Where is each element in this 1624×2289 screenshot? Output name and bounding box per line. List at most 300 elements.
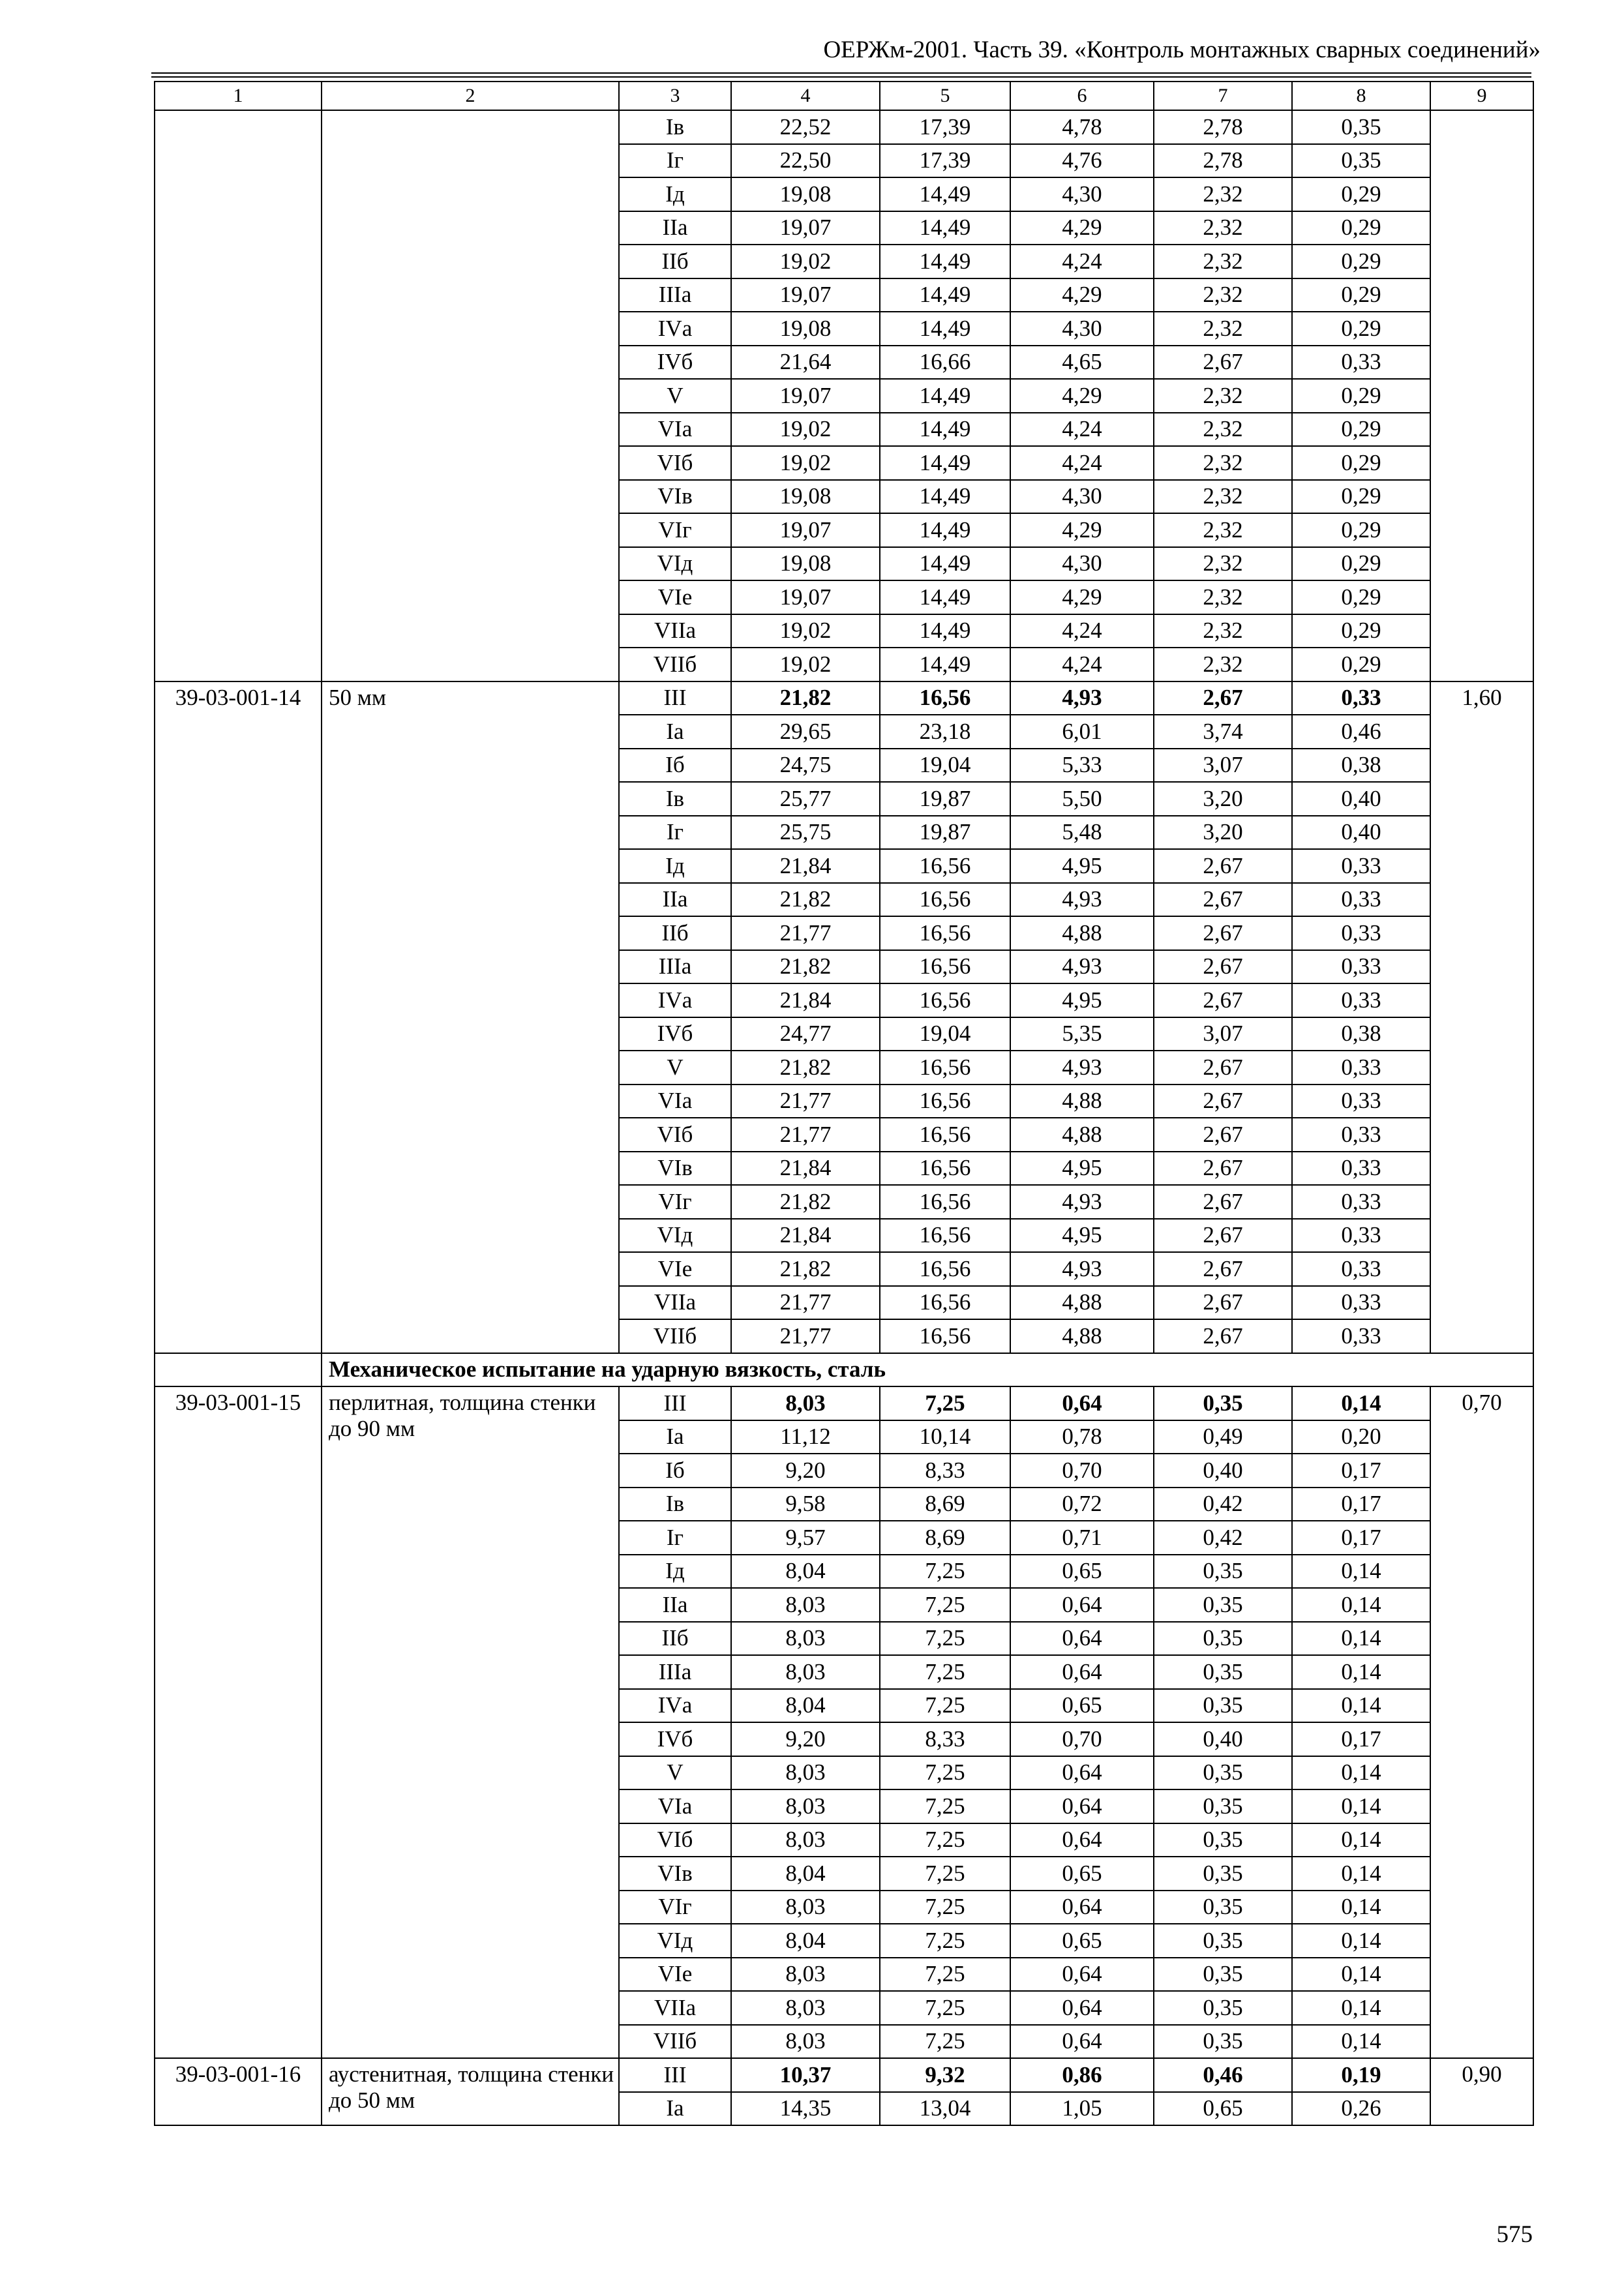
value-cell: 0,33 [1292, 1219, 1430, 1253]
column-number: 8 [1292, 82, 1430, 110]
value-cell: 2,32 [1154, 177, 1292, 211]
section-heading: Механическое испытание на ударную вязкость, сталь [322, 1353, 1533, 1387]
value-cell: 0,64 [1010, 1991, 1154, 2025]
value-cell: 5,50 [1010, 782, 1154, 816]
zone-cell: IVб [619, 1722, 731, 1756]
value-cell: 5,33 [1010, 749, 1154, 783]
value-cell: 22,50 [731, 144, 880, 178]
zone-cell: IVб [619, 1017, 731, 1051]
value-cell: 0,35 [1154, 1823, 1292, 1857]
column-number: 1 [155, 82, 322, 110]
value-cell: 7,25 [880, 1991, 1010, 2025]
value-cell: 0,35 [1154, 1622, 1292, 1656]
value-cell: 2,32 [1154, 446, 1292, 480]
value-cell: 8,03 [731, 1622, 880, 1656]
zone-cell: Iд [619, 849, 731, 883]
zone-cell: IVа [619, 1689, 731, 1723]
zone-cell: Iа [619, 2092, 731, 2126]
value-cell: 0,33 [1292, 849, 1430, 883]
value-cell: 0,29 [1292, 245, 1430, 278]
zone-cell: VIIб [619, 648, 731, 681]
value-cell: 8,04 [731, 1689, 880, 1723]
value-cell: 14,49 [880, 245, 1010, 278]
value-cell: 2,67 [1154, 1319, 1292, 1353]
value-cell: 14,49 [880, 513, 1010, 547]
value-cell: 2,67 [1154, 950, 1292, 984]
value-cell: 19,87 [880, 782, 1010, 816]
value-cell: 8,04 [731, 1924, 880, 1958]
table-body [155, 82, 1533, 2125]
value-cell: 2,32 [1154, 547, 1292, 581]
value-cell: 7,25 [880, 1789, 1010, 1823]
value-cell: 0,33 [1292, 1051, 1430, 1085]
zone-cell: VIд [619, 1924, 731, 1958]
value-cell: 16,56 [880, 1219, 1010, 1253]
value-cell: 8,03 [731, 1891, 880, 1924]
value-cell: 4,30 [1010, 547, 1154, 581]
norm-value: 0,70 [1430, 1386, 1533, 2058]
zone-cell: VIг [619, 1185, 731, 1219]
zone-cell: VIа [619, 1085, 731, 1118]
value-cell: 0,17 [1292, 1521, 1430, 1555]
value-cell: 0,14 [1292, 1588, 1430, 1622]
value-cell: 7,25 [880, 1857, 1010, 1891]
value-cell: 4,24 [1010, 614, 1154, 648]
value-cell: 0,46 [1154, 2058, 1292, 2092]
value-cell: 0,72 [1010, 1488, 1154, 1521]
value-cell: 0,14 [1292, 1823, 1430, 1857]
value-cell: 19,07 [731, 211, 880, 245]
value-cell: 7,25 [880, 1386, 1010, 1420]
value-cell: 4,30 [1010, 177, 1154, 211]
value-cell: 0,29 [1292, 614, 1430, 648]
value-cell: 0,38 [1292, 1017, 1430, 1051]
zone-cell: VIг [619, 1891, 731, 1924]
value-cell: 0,64 [1010, 1958, 1154, 1992]
value-cell: 0,29 [1292, 379, 1430, 413]
value-cell: 0,78 [1010, 1420, 1154, 1454]
value-cell: 7,25 [880, 1891, 1010, 1924]
value-cell: 14,49 [880, 480, 1010, 514]
value-cell: 14,35 [731, 2092, 880, 2126]
value-cell: 7,25 [880, 1588, 1010, 1622]
rate-description [322, 110, 619, 681]
value-cell: 8,03 [731, 1823, 880, 1857]
value-cell: 0,17 [1292, 1454, 1430, 1488]
rate-description: аустенитная, толщина стенки до 50 мм [322, 2058, 619, 2125]
value-cell: 2,32 [1154, 480, 1292, 514]
value-cell: 19,04 [880, 749, 1010, 783]
value-cell: 14,49 [880, 580, 1010, 614]
value-cell: 0,14 [1292, 1622, 1430, 1656]
value-cell: 0,35 [1154, 1924, 1292, 1958]
zone-cell: Iа [619, 1420, 731, 1454]
section-heading-row [155, 1353, 1533, 1387]
zone-cell: VIб [619, 1118, 731, 1152]
value-cell: 0,14 [1292, 1924, 1430, 1958]
value-cell: 0,35 [1154, 1588, 1292, 1622]
zone-cell: IIа [619, 211, 731, 245]
value-cell: 10,14 [880, 1420, 1010, 1454]
value-cell: 4,30 [1010, 480, 1154, 514]
zone-cell: IIIа [619, 278, 731, 312]
value-cell: 0,64 [1010, 1756, 1154, 1790]
value-cell: 19,08 [731, 547, 880, 581]
value-cell: 21,77 [731, 1085, 880, 1118]
value-cell: 17,39 [880, 144, 1010, 178]
value-cell: 19,04 [880, 1017, 1010, 1051]
value-cell: 2,67 [1154, 916, 1292, 950]
value-cell: 2,67 [1154, 1051, 1292, 1085]
value-cell: 14,49 [880, 211, 1010, 245]
norm-value [1430, 110, 1533, 681]
zone-cell: Iб [619, 749, 731, 783]
value-cell: 0,29 [1292, 446, 1430, 480]
value-cell: 8,03 [731, 1756, 880, 1790]
value-cell: 4,24 [1010, 413, 1154, 447]
value-cell: 0,33 [1292, 983, 1430, 1017]
value-cell: 8,03 [731, 1789, 880, 1823]
value-cell: 19,87 [880, 816, 1010, 850]
value-cell: 2,32 [1154, 211, 1292, 245]
value-cell: 16,56 [880, 950, 1010, 984]
value-cell: 3,20 [1154, 782, 1292, 816]
value-cell: 10,37 [731, 2058, 880, 2092]
value-cell: 0,29 [1292, 278, 1430, 312]
column-number: 6 [1010, 82, 1154, 110]
value-cell: 0,38 [1292, 749, 1430, 783]
section-code-cell [155, 1353, 322, 1387]
value-cell: 0,40 [1292, 782, 1430, 816]
value-cell: 0,14 [1292, 1689, 1430, 1723]
value-cell: 2,32 [1154, 278, 1292, 312]
value-cell: 4,88 [1010, 916, 1154, 950]
value-cell: 6,01 [1010, 715, 1154, 749]
value-cell: 0,35 [1292, 144, 1430, 178]
value-cell: 2,67 [1154, 883, 1292, 917]
value-cell: 4,24 [1010, 648, 1154, 681]
value-cell: 0,35 [1154, 1958, 1292, 1992]
value-cell: 14,49 [880, 446, 1010, 480]
zone-cell: VIд [619, 547, 731, 581]
rate-description: 50 мм [322, 681, 619, 1353]
zone-cell: IIIа [619, 1655, 731, 1689]
value-cell: 19,02 [731, 413, 880, 447]
value-cell: 24,77 [731, 1017, 880, 1051]
value-cell: 21,82 [731, 1185, 880, 1219]
value-cell: 2,67 [1154, 681, 1292, 715]
value-cell: 0,70 [1010, 1722, 1154, 1756]
value-cell: 9,20 [731, 1454, 880, 1488]
value-cell: 2,67 [1154, 1252, 1292, 1286]
zone-cell: VIд [619, 1219, 731, 1253]
value-cell: 4,95 [1010, 1152, 1154, 1186]
zone-cell: V [619, 1051, 731, 1085]
value-cell: 4,24 [1010, 446, 1154, 480]
value-cell: 21,82 [731, 883, 880, 917]
value-cell: 0,17 [1292, 1722, 1430, 1756]
value-cell: 16,56 [880, 1152, 1010, 1186]
value-cell: 0,65 [1154, 2092, 1292, 2126]
value-cell: 8,33 [880, 1722, 1010, 1756]
value-cell: 0,64 [1010, 2025, 1154, 2059]
value-cell: 0,29 [1292, 513, 1430, 547]
table-row [155, 110, 1533, 144]
value-cell: 0,33 [1292, 1152, 1430, 1186]
value-cell: 16,56 [880, 883, 1010, 917]
value-cell: 2,32 [1154, 614, 1292, 648]
value-cell: 21,82 [731, 1051, 880, 1085]
value-cell: 0,33 [1292, 883, 1430, 917]
value-cell: 0,86 [1010, 2058, 1154, 2092]
zone-cell: VIIа [619, 1991, 731, 2025]
value-cell: 0,70 [1010, 1454, 1154, 1488]
zone-cell: VIа [619, 1789, 731, 1823]
value-cell: 0,49 [1154, 1420, 1292, 1454]
value-cell: 2,32 [1154, 580, 1292, 614]
zone-cell: IIб [619, 245, 731, 278]
zone-cell: VIе [619, 580, 731, 614]
value-cell: 0,35 [1154, 1655, 1292, 1689]
value-cell: 4,88 [1010, 1085, 1154, 1118]
value-cell: 19,08 [731, 480, 880, 514]
value-cell: 0,35 [1292, 110, 1430, 144]
value-cell: 0,35 [1154, 1991, 1292, 2025]
value-cell: 0,33 [1292, 681, 1430, 715]
value-cell: 2,67 [1154, 1185, 1292, 1219]
value-cell: 5,48 [1010, 816, 1154, 850]
value-cell: 7,25 [880, 1823, 1010, 1857]
value-cell: 14,49 [880, 413, 1010, 447]
value-cell: 0,42 [1154, 1521, 1292, 1555]
value-cell: 19,07 [731, 513, 880, 547]
value-cell: 0,40 [1154, 1454, 1292, 1488]
column-number: 5 [880, 82, 1010, 110]
value-cell: 16,56 [880, 1286, 1010, 1320]
value-cell: 21,84 [731, 1152, 880, 1186]
value-cell: 3,20 [1154, 816, 1292, 850]
zone-cell: Iа [619, 715, 731, 749]
value-cell: 0,35 [1154, 1891, 1292, 1924]
value-cell: 0,71 [1010, 1521, 1154, 1555]
rates-table [154, 81, 1534, 2126]
value-cell: 16,56 [880, 1118, 1010, 1152]
value-cell: 9,58 [731, 1488, 880, 1521]
value-cell: 8,03 [731, 1386, 880, 1420]
value-cell: 19,07 [731, 580, 880, 614]
value-cell: 21,84 [731, 849, 880, 883]
value-cell: 19,02 [731, 648, 880, 681]
value-cell: 0,35 [1154, 1386, 1292, 1420]
value-cell: 2,67 [1154, 1152, 1292, 1186]
value-cell: 2,32 [1154, 245, 1292, 278]
rate-description: перлитная, толщина стенки до 90 мм [322, 1386, 619, 2058]
value-cell: 23,18 [880, 715, 1010, 749]
value-cell: 0,33 [1292, 1085, 1430, 1118]
value-cell: 0,29 [1292, 177, 1430, 211]
value-cell: 9,20 [731, 1722, 880, 1756]
page-title: ОЕРЖм-2001. Часть 39. «Контроль монтажных сварных соединений» [823, 37, 1541, 63]
value-cell: 13,04 [880, 2092, 1010, 2126]
zone-cell: Iб [619, 1454, 731, 1488]
value-cell: 2,67 [1154, 1219, 1292, 1253]
value-cell: 7,25 [880, 2025, 1010, 2059]
value-cell: 0,26 [1292, 2092, 1430, 2126]
value-cell: 0,33 [1292, 1286, 1430, 1320]
column-number: 3 [619, 82, 731, 110]
zone-cell: IVб [619, 346, 731, 380]
zone-cell: VIв [619, 1857, 731, 1891]
zone-cell: IVа [619, 983, 731, 1017]
value-cell: 16,56 [880, 849, 1010, 883]
value-cell: 0,65 [1010, 1689, 1154, 1723]
value-cell: 19,08 [731, 177, 880, 211]
table-row [155, 681, 1533, 715]
value-cell: 21,82 [731, 1252, 880, 1286]
value-cell: 2,32 [1154, 413, 1292, 447]
zone-cell: Iд [619, 1555, 731, 1589]
value-cell: 0,29 [1292, 211, 1430, 245]
value-cell: 14,49 [880, 278, 1010, 312]
value-cell: 21,77 [731, 916, 880, 950]
value-cell: 21,64 [731, 346, 880, 380]
value-cell: 0,65 [1010, 1857, 1154, 1891]
value-cell: 7,25 [880, 1555, 1010, 1589]
zone-cell: IIа [619, 1588, 731, 1622]
value-cell: 0,65 [1010, 1924, 1154, 1958]
value-cell: 21,77 [731, 1319, 880, 1353]
value-cell: 2,67 [1154, 849, 1292, 883]
zone-cell: VIа [619, 413, 731, 447]
value-cell: 0,35 [1154, 1555, 1292, 1589]
rate-code: 39-03-001-14 [155, 681, 322, 1353]
value-cell: 7,25 [880, 1622, 1010, 1656]
zone-cell: III [619, 1386, 731, 1420]
value-cell: 0,29 [1292, 312, 1430, 346]
value-cell: 7,25 [880, 1958, 1010, 1992]
value-cell: 9,32 [880, 2058, 1010, 2092]
value-cell: 2,32 [1154, 312, 1292, 346]
zone-cell: VIв [619, 480, 731, 514]
value-cell: 0,64 [1010, 1789, 1154, 1823]
zone-cell: VIе [619, 1958, 731, 1992]
value-cell: 8,03 [731, 1588, 880, 1622]
value-cell: 0,42 [1154, 1488, 1292, 1521]
value-cell: 0,29 [1292, 648, 1430, 681]
value-cell: 4,93 [1010, 681, 1154, 715]
value-cell: 21,77 [731, 1286, 880, 1320]
value-cell: 14,49 [880, 547, 1010, 581]
column-number: 2 [322, 82, 619, 110]
zone-cell: VIIа [619, 614, 731, 648]
value-cell: 0,65 [1010, 1555, 1154, 1589]
zone-cell: VIIа [619, 1286, 731, 1320]
value-cell: 0,46 [1292, 715, 1430, 749]
value-cell: 4,29 [1010, 379, 1154, 413]
value-cell: 0,29 [1292, 480, 1430, 514]
value-cell: 8,03 [731, 1991, 880, 2025]
value-cell: 4,76 [1010, 144, 1154, 178]
value-cell: 2,67 [1154, 1085, 1292, 1118]
value-cell: 5,35 [1010, 1017, 1154, 1051]
value-cell: 0,14 [1292, 1991, 1430, 2025]
value-cell: 4,93 [1010, 950, 1154, 984]
value-cell: 21,84 [731, 1219, 880, 1253]
value-cell: 4,24 [1010, 245, 1154, 278]
value-cell: 0,40 [1154, 1722, 1292, 1756]
value-cell: 3,74 [1154, 715, 1292, 749]
value-cell: 4,95 [1010, 849, 1154, 883]
value-cell: 0,64 [1010, 1655, 1154, 1689]
value-cell: 0,33 [1292, 1185, 1430, 1219]
value-cell: 2,32 [1154, 648, 1292, 681]
value-cell: 0,64 [1010, 1823, 1154, 1857]
value-cell: 7,25 [880, 1924, 1010, 1958]
value-cell: 14,49 [880, 614, 1010, 648]
value-cell: 8,03 [731, 2025, 880, 2059]
value-cell: 0,29 [1292, 413, 1430, 447]
value-cell: 3,07 [1154, 1017, 1292, 1051]
value-cell: 0,35 [1154, 1857, 1292, 1891]
value-cell: 2,78 [1154, 144, 1292, 178]
column-number-row [155, 82, 1533, 110]
value-cell: 7,25 [880, 1655, 1010, 1689]
zone-cell: IVа [619, 312, 731, 346]
zone-cell: III [619, 681, 731, 715]
value-cell: 21,84 [731, 983, 880, 1017]
value-cell: 8,33 [880, 1454, 1010, 1488]
column-number: 4 [731, 82, 880, 110]
value-cell: 17,39 [880, 110, 1010, 144]
title-rule [151, 72, 1531, 78]
value-cell: 11,12 [731, 1420, 880, 1454]
zone-cell: VIб [619, 446, 731, 480]
zone-cell: VIб [619, 1823, 731, 1857]
value-cell: 0,14 [1292, 1756, 1430, 1790]
value-cell: 0,33 [1292, 950, 1430, 984]
value-cell: 2,32 [1154, 379, 1292, 413]
zone-cell: V [619, 379, 731, 413]
zone-cell: VIв [619, 1152, 731, 1186]
zone-cell: Iг [619, 816, 731, 850]
value-cell: 0,33 [1292, 1118, 1430, 1152]
value-cell: 22,52 [731, 110, 880, 144]
value-cell: 16,56 [880, 1085, 1010, 1118]
value-cell: 4,93 [1010, 1051, 1154, 1085]
value-cell: 4,29 [1010, 513, 1154, 547]
table-row [155, 2058, 1533, 2092]
value-cell: 4,93 [1010, 1185, 1154, 1219]
zone-cell: Iв [619, 110, 731, 144]
value-cell: 0,33 [1292, 346, 1430, 380]
zone-cell: IIб [619, 1622, 731, 1656]
value-cell: 8,69 [880, 1488, 1010, 1521]
zone-cell: III [619, 2058, 731, 2092]
value-cell: 19,02 [731, 245, 880, 278]
value-cell: 0,29 [1292, 547, 1430, 581]
value-cell: 0,35 [1154, 1789, 1292, 1823]
value-cell: 19,08 [731, 312, 880, 346]
value-cell: 8,69 [880, 1521, 1010, 1555]
zone-cell: IIа [619, 883, 731, 917]
rate-code: 39-03-001-16 [155, 2058, 322, 2125]
value-cell: 25,75 [731, 816, 880, 850]
value-cell: 4,95 [1010, 1219, 1154, 1253]
value-cell: 0,14 [1292, 1655, 1430, 1689]
zone-cell: VIг [619, 513, 731, 547]
value-cell: 2,32 [1154, 513, 1292, 547]
zone-cell: Iв [619, 1488, 731, 1521]
